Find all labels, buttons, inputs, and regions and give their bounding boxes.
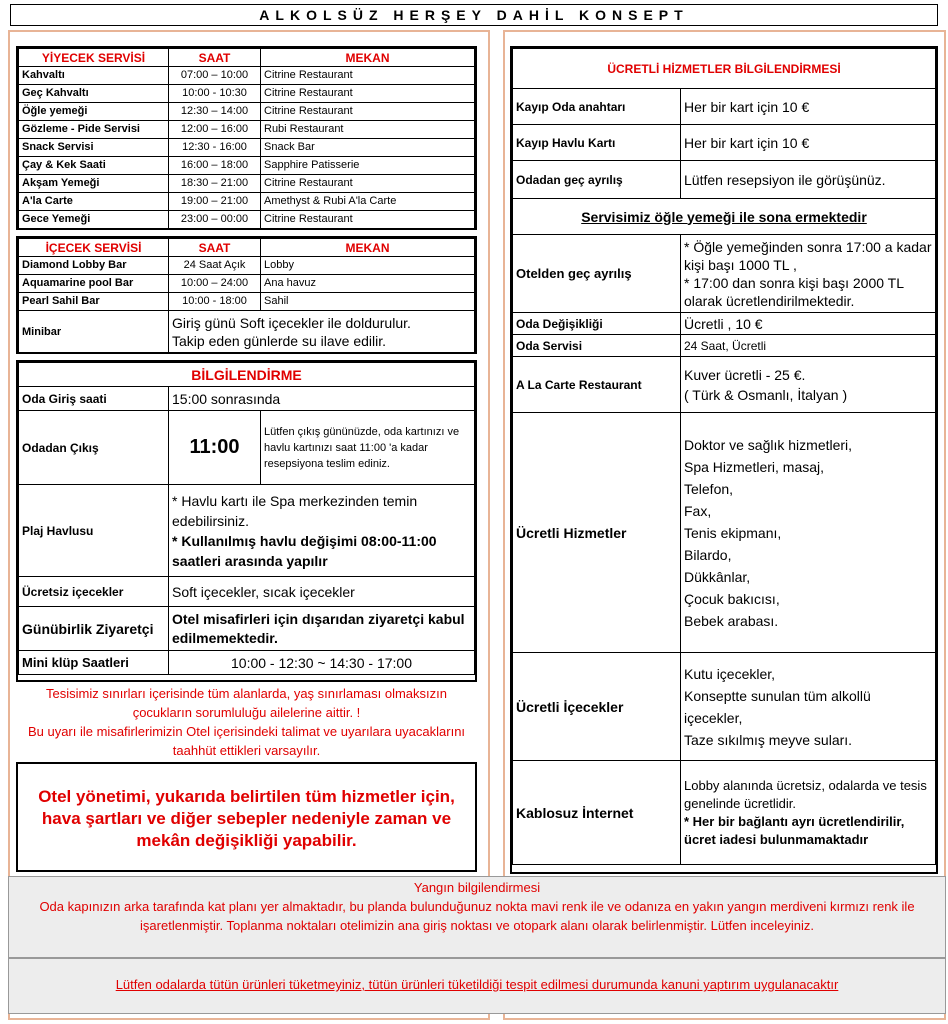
drink-header-place: MEKAN (261, 239, 475, 257)
paid-service-item: Tenis ekipmanı, (684, 524, 782, 541)
food-place: Citrine Restaurant (261, 85, 475, 103)
drink-row (19, 257, 475, 275)
alacarte-value (681, 357, 936, 413)
food-place: Sapphire Patisserie (261, 157, 475, 175)
food-time: 19:00 – 21:00 (169, 193, 261, 211)
lost-towel-value: Her bir kart için 10 € (681, 125, 936, 161)
management-notice: Otel yönetimi, yukarıda belirtilen tüm hizmetler için, hava şartları ve diğer sebepler nedeniyle zaman ve mekân değişikliği yapabilir. (38, 787, 455, 850)
paid-service-item: Bilardo, (684, 546, 732, 563)
food-service-box (16, 46, 477, 230)
room-change-value: Ücretli , 10 € (681, 313, 936, 335)
food-name: Gece Yemeği (19, 211, 169, 229)
wifi-value (681, 761, 936, 865)
page-title: ALKOLSÜZ HERŞEY DAHİL KONSEPT (10, 4, 938, 26)
food-row (19, 139, 475, 157)
checkout-label: Odadan Çıkış (19, 411, 169, 485)
food-place: Rubi Restaurant (261, 121, 475, 139)
drink-name: Pearl Sahil Bar (19, 293, 169, 311)
food-name: A'la Carte (19, 193, 169, 211)
late-leave-value: Lütfen resepsiyon ile görüşünüz. (681, 161, 936, 199)
food-time: 07:00 – 10:00 (169, 67, 261, 85)
room-service-label: Oda Servisi (513, 335, 681, 357)
fire-info-box (8, 876, 946, 958)
info-table (18, 362, 475, 675)
fire-info-title: Yangın bilgilendirmesi (413, 880, 541, 895)
paid-service-item: Spa Hizmetleri, masaj, (684, 458, 825, 475)
paid-service-item: Doktor ve sağlık hizmetleri, (684, 436, 853, 453)
food-name: Çay & Kek Saati (19, 157, 169, 175)
minibar-text-2: Takip eden günlerde su ilave edilir. (172, 332, 387, 349)
food-row (19, 157, 475, 175)
food-name: Öğle yemeği (19, 103, 169, 121)
food-time: 12:30 - 16:00 (169, 139, 261, 157)
free-drinks-value: Soft içecekler, sıcak içecekler (169, 577, 475, 607)
room-change-label: Oda Değişikliği (513, 313, 681, 335)
warning-text (20, 684, 473, 760)
drink-place: Ana havuz (261, 275, 475, 293)
paid-services-list (681, 413, 936, 653)
food-row (19, 85, 475, 103)
towel-text-1: * Havlu kartı ile Spa merkezinden temin edebilirsiniz. (172, 492, 418, 529)
checkout-note: Lütfen çıkış gününüzde, oda kartınızı ve havlu kartınızı saat 11:00 'a kadar resepsiyona teslim ediniz. (261, 411, 475, 485)
food-time: 18:30 – 21:00 (169, 175, 261, 193)
alacarte-text-1: Kuver ücretli - 25 €. (684, 366, 806, 383)
minibar-text-1: Giriş günü Soft içecekler ile doldurulur. (172, 314, 411, 331)
food-time: 12:30 – 14:00 (169, 103, 261, 121)
paid-services-box (510, 46, 938, 874)
service-end-note: Servisimiz öğle yemeği ile sona ermektedir (513, 199, 936, 235)
food-name: Geç Kahvaltı (19, 85, 169, 103)
food-row (19, 103, 475, 121)
warning-2: Bu uyarı ile misafirlerimizin Otel içerisindeki talimat ve uyarılara uyacaklarını taahhüt ettikleri varsayılır. (27, 724, 466, 758)
food-header-service: YİYECEK SERVİSİ (19, 49, 169, 67)
drink-header-service: İÇECEK SERVİSİ (19, 239, 169, 257)
warning-1: Tesisimiz sınırları içerisinde tüm alanlarda, yaş sınırlaması olmaksızın çocukların sorumluluğu ailelerine aittir. ! (46, 686, 447, 720)
visitor-label: Günübirlik Ziyaretçi (19, 607, 169, 651)
management-notice-box (16, 762, 477, 872)
paid-service-item: Dükkânlar, (684, 568, 751, 585)
towel-value (169, 485, 475, 577)
towel-label: Plaj Havlusu (19, 485, 169, 577)
wifi-text-1: Lobby alanında ücretsiz, odalarda ve tesis genelinde ücretlidir. (684, 777, 927, 811)
paid-drink-item: Taze sıkılmış meyve suları. (684, 731, 853, 748)
food-row (19, 175, 475, 193)
drink-header-time: SAAT (169, 239, 261, 257)
food-time: 10:00 - 10:30 (169, 85, 261, 103)
food-place: Citrine Restaurant (261, 211, 475, 229)
checkin-value: 15:00 sonrasında (169, 387, 475, 411)
paid-drink-item: Konseptte sunulan tüm alkollü içecekler, (684, 687, 871, 726)
food-row (19, 211, 475, 229)
paid-drinks-label: Ücretli İçecekler (513, 653, 681, 761)
alacarte-label: A La Carte Restaurant (513, 357, 681, 413)
drink-place: Sahil (261, 293, 475, 311)
food-place: Amethyst & Rubi A'la Carte (261, 193, 475, 211)
late-checkout-value (681, 235, 936, 313)
food-service-table (18, 48, 475, 229)
food-place: Citrine Restaurant (261, 175, 475, 193)
food-time: 23:00 – 00:00 (169, 211, 261, 229)
miniclub-value: 10:00 - 12:30 ~ 14:30 - 17:00 (169, 651, 475, 675)
visitor-value: Otel misafirleri için dışarıdan ziyaretçi kabul edilmemektedir. (169, 607, 475, 651)
info-box (16, 360, 477, 682)
fire-info-text: Oda kapınızın arka tarafında kat planı yer almaktadır, bu planda bulunduğunuz nokta mavi renk ile ve odanıza en yakın yangın merdiveni kırmızı renk ile işaretlenmiştir. Toplanma noktaları otelimizin ana giriş noktası ve otopark alanı olarak belirlenmiştir. Lütfen inceleyiniz. (39, 899, 915, 933)
food-name: Kahvaltı (19, 67, 169, 85)
checkin-label: Oda Giriş saati (19, 387, 169, 411)
food-row (19, 121, 475, 139)
checkout-time: 11:00 (169, 411, 261, 485)
food-header-place: MEKAN (261, 49, 475, 67)
drink-row (19, 275, 475, 293)
paid-header: ÜCRETLİ HİZMETLER BİLGİLENDİRMESİ (513, 49, 936, 89)
drink-time: 10:00 – 24:00 (169, 275, 261, 293)
late-leave-label: Odadan geç ayrılış (513, 161, 681, 199)
food-time: 12:00 – 16:00 (169, 121, 261, 139)
minibar-value (169, 311, 475, 353)
food-time: 16:00 – 18:00 (169, 157, 261, 175)
drink-time: 24 Saat Açık (169, 257, 261, 275)
drink-name: Diamond Lobby Bar (19, 257, 169, 275)
room-service-value: 24 Saat, Ücretli (681, 335, 936, 357)
paid-services-label: Ücretli Hizmetler (513, 413, 681, 653)
wifi-text-3: ücret iadesi bulunmamaktadır (684, 831, 869, 847)
paid-drink-item: Kutu içecekler, (684, 665, 776, 682)
food-row (19, 67, 475, 85)
lost-towel-label: Kayıp Havlu Kartı (513, 125, 681, 161)
food-place: Citrine Restaurant (261, 103, 475, 121)
tobacco-warning-box (8, 958, 946, 1014)
minibar-label: Minibar (19, 311, 169, 353)
info-header: BİLGİLENDİRME (19, 363, 475, 387)
wifi-label: Kablosuz İnternet (513, 761, 681, 865)
food-name: Gözleme - Pide Servisi (19, 121, 169, 139)
late-checkout-label: Otelden geç ayrılış (513, 235, 681, 313)
food-place: Snack Bar (261, 139, 475, 157)
miniclub-label: Mini klüp Saatleri (19, 651, 169, 675)
paid-drinks-list (681, 653, 936, 761)
late-checkout-text-2: * 17:00 dan sonra kişi başı 2000 TL olarak ücretlendirilmektedir. (684, 274, 904, 309)
paid-service-item: Bebek arabası. (684, 612, 779, 629)
drink-place: Lobby (261, 257, 475, 275)
food-name: Snack Servisi (19, 139, 169, 157)
paid-service-item: Çocuk bakıcısı, (684, 590, 780, 607)
food-name: Akşam Yemeği (19, 175, 169, 193)
drink-name: Aquamarine pool Bar (19, 275, 169, 293)
towel-text-2: * Kullanılmış havlu değişimi 08:00-11:00 saatleri arasında yapılır (172, 532, 437, 569)
drink-service-box (16, 236, 477, 354)
lost-key-value: Her bir kart için 10 € (681, 89, 936, 125)
paid-service-item: Telefon, (684, 480, 734, 497)
tobacco-warning: Lütfen odalarda tütün ürünleri tüketmeyiniz, tütün ürünleri tüketildiği tespit edilmesi durumunda kanuni yaptırım uygulanacaktır (115, 977, 839, 992)
food-header-time: SAAT (169, 49, 261, 67)
drink-row (19, 293, 475, 311)
lost-key-label: Kayıp Oda anahtarı (513, 89, 681, 125)
free-drinks-label: Ücretsiz içecekler (19, 577, 169, 607)
late-checkout-text-1: * Öğle yemeğinden sonra 17:00 a kadar kişi başı 1000 TL , (684, 238, 932, 273)
wifi-text-2: * Her bir bağlantı ayrı ücretlendirilir, (684, 813, 905, 829)
food-place: Citrine Restaurant (261, 67, 475, 85)
alacarte-text-2: ( Türk & Osmanlı, İtalyan ) (684, 386, 848, 403)
drink-service-table (18, 238, 475, 353)
paid-service-item: Fax, (684, 502, 712, 519)
food-row (19, 193, 475, 211)
drink-time: 10:00 - 18:00 (169, 293, 261, 311)
paid-services-table (512, 48, 936, 865)
